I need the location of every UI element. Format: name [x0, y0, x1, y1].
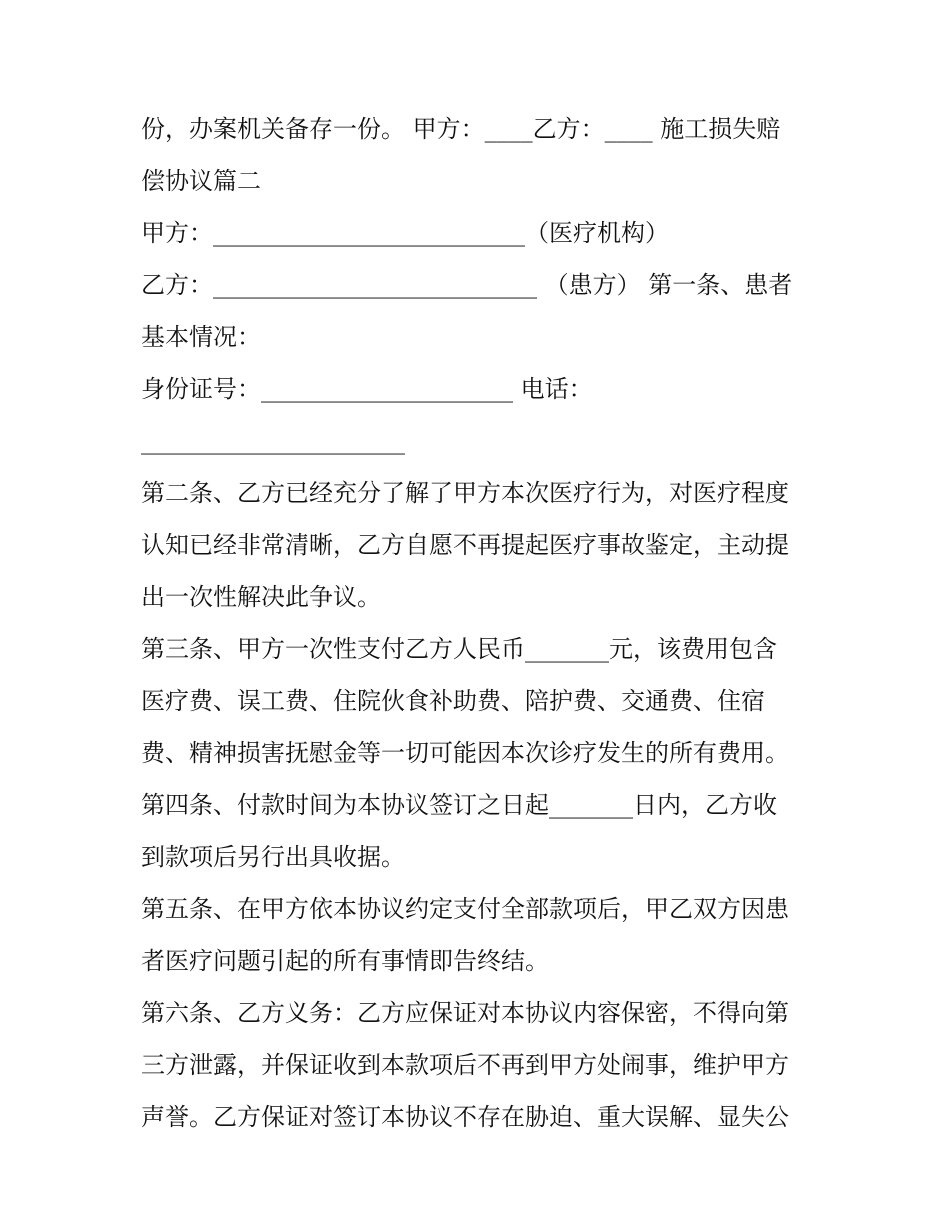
text-line: 出一次性解决此争议。 — [141, 583, 381, 611]
text-line: 第二条、乙方已经充分了解了甲方本次医疗行为，对医疗程度 — [141, 479, 789, 507]
text-line: 费、精神损害抚慰金等一切可能因本次诊疗发生的所有费用。 — [141, 739, 789, 767]
text-line: 者医疗问题引起的所有事情即告终结。 — [141, 947, 549, 975]
text-line: 基本情况： — [141, 323, 261, 351]
text-line: 甲方：__________________________（医疗机构） — [141, 219, 669, 247]
document-page — [141, 103, 821, 1143]
text-line: 第五条、在甲方依本协议约定支付全部款项后，甲乙双方因患 — [141, 895, 789, 923]
text-line: 偿协议篇二 — [141, 167, 261, 195]
text-line: 第三条、甲方一次性支付乙方人民币_______元，该费用包含 — [141, 635, 777, 663]
text-line: 三方泄露，并保证收到本款项后不再到甲方处闹事，维护甲方 — [141, 1051, 789, 1079]
text-line: 认知已经非常清晰，乙方自愿不再提起医疗事故鉴定，主动提 — [141, 531, 789, 559]
text-line: 份，办案机关备存一份。 甲方：____乙方：____ 施工损失赔 — [141, 115, 781, 143]
text-line: 第四条、付款时间为本协议签订之日起_______日内，乙方收 — [141, 791, 777, 819]
text-line: 身份证号：_____________________ 电话： — [141, 375, 593, 403]
text-line: 声誉。乙方保证对签订本协议不存在胁迫、重大误解、显失公 — [141, 1103, 789, 1131]
text-line: 到款项后另行出具收据。 — [141, 843, 405, 871]
text-line: 第六条、乙方义务：乙方应保证对本协议内容保密，不得向第 — [141, 999, 789, 1027]
text-line: 医疗费、误工费、住院伙食补助费、陪护费、交通费、住宿 — [141, 687, 765, 715]
text-line: 乙方：___________________________ （患方） 第一条、患者 — [141, 271, 793, 299]
text-line: ______________________ — [141, 427, 405, 455]
